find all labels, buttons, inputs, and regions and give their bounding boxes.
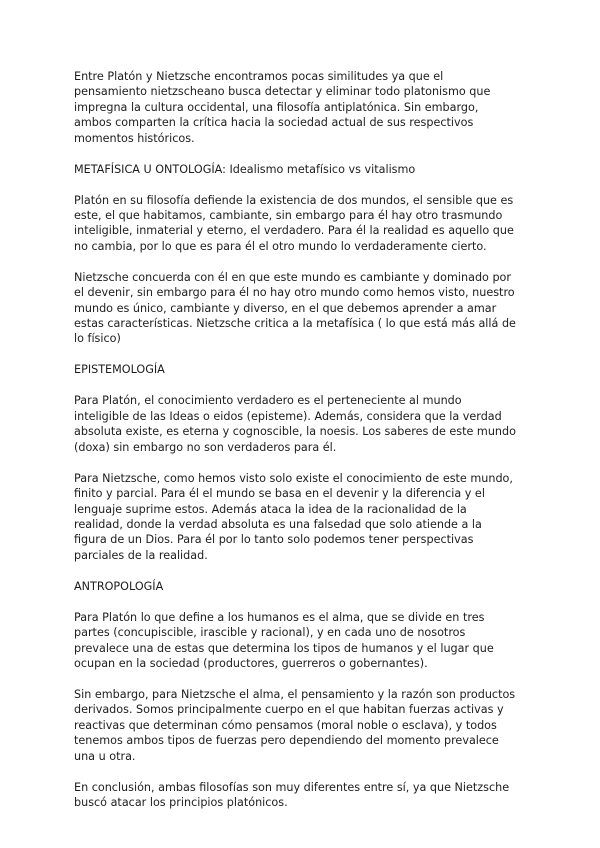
section-heading-antropologia: ANTROPOLOGÍA [74, 579, 164, 593]
text-line: En conclusión, ambas filosofías son muy diferentes entre sí, ya que Nietzsche [74, 780, 510, 794]
text-line: inteligible de las Ideas o eidos (episteme). Además, considera que la verdad [74, 409, 502, 423]
text-line: partes (concupiscible, irascible y racional), y en cada uno de nosotros [74, 626, 466, 640]
text-line: ambos comparten la crítica hacia la sociedad actual de sus respectivos [74, 116, 474, 130]
paragraph-nietzsche-epistemologia [74, 471, 526, 563]
text-line: Nietzsche concuerda con él en que este mundo es cambiante y dominado por [74, 270, 512, 284]
text-line: mundo es único, cambiante y diverso, en el que debemos aprender a amar [74, 301, 497, 315]
text-line: Para Nietzsche, como hemos visto solo existe el conocimiento de este mundo, [74, 471, 513, 485]
text-line: reactivas que determinan cómo pensamos (moral noble o esclava), y todos [74, 718, 497, 732]
text-line: ocupan en la sociedad (productores, guerreros o gobernantes). [74, 656, 428, 670]
text-line: estas características. Nietzsche critica a la metafísica ( lo que está más allá de [74, 317, 516, 331]
text-line: pensamiento nietzscheano busca detectar y eliminar todo platonismo que [74, 85, 491, 99]
text-line: Para Platón, el conocimiento verdadero es el perteneciente al mundo [74, 394, 462, 408]
text-line: finito y parcial. Para él el mundo se basa en el devenir y la diferencia y el [74, 487, 485, 501]
paragraph-platon-metafisica [74, 193, 526, 255]
text-line: parciales de la realidad. [74, 548, 208, 562]
text-line: (doxa) sin embargo no son verdaderos para él. [74, 440, 337, 454]
text-line: Entre Platón y Nietzsche encontramos pocas similitudes ya que el [74, 70, 444, 83]
intro-paragraph [74, 69, 526, 146]
paragraph-platon-antropologia [74, 610, 526, 672]
text-line: Platón en su filosofía defiende la existencia de dos mundos, el sensible que es [74, 193, 514, 207]
text-line: derivados. Somos principalmente cuerpo en el que habitan fuerzas activas y [74, 703, 504, 717]
text-line: Sin embargo, para Nietzsche el alma, el pensamiento y la razón son productos [74, 687, 516, 701]
text-line: buscó atacar los principios platónicos. [74, 795, 288, 809]
text-line: prevalece una de estas que determina los tipos de humanos y el lugar que [74, 641, 494, 655]
paragraph-nietzsche-antropologia [74, 687, 526, 764]
text-line: una u otra. [74, 749, 136, 763]
conclusion-paragraph [74, 780, 526, 811]
text-line: realidad, donde la verdad absoluta es una falsedad que solo atiende a la [74, 517, 482, 531]
text-line: este, el que habitamos, cambiante, sin embargo para él hay otro trasmundo [74, 209, 503, 223]
paragraph-nietzsche-metafisica [74, 270, 526, 347]
section-heading-epistemologia: EPISTEMOLOGÍA [74, 363, 165, 377]
text-line: inteligible, inmaterial y eterno, el verdadero. Para él la realidad es aquello que [74, 224, 514, 238]
section-heading-metafisica: METAFÍSICA U ONTOLOGÍA: Idealismo metafísico vs vitalismo [74, 162, 416, 176]
text-line: tenemos ambos tipos de fuerzas pero dependiendo del momento prevalece [74, 734, 499, 748]
text-line: momentos históricos. [74, 131, 195, 145]
text-line: lenguaje suprime estos. Además ataca la idea de la racionalidad de la [74, 502, 467, 516]
text-line: Para Platón lo que define a los humanos es el alma, que se divide en tres [74, 610, 485, 624]
text-line: el devenir, sin embargo para él no hay otro mundo como hemos visto, nuestro [74, 286, 515, 300]
text-line: absoluta existe, es eterna y cognoscible, la noesis. Los saberes de este mundo [74, 425, 516, 439]
text-line: lo físico) [74, 332, 121, 346]
text-line: figura de un Dios. Para él por lo tanto solo podemos tener perspectivas [74, 533, 474, 547]
text-line: impregna la cultura occidental, una filosofía antiplatónica. Sin embargo, [74, 100, 479, 114]
text-line: no cambia, por lo que es para él el otro mundo lo verdaderamente cierto. [74, 239, 487, 253]
paragraph-platon-epistemologia [74, 393, 526, 455]
